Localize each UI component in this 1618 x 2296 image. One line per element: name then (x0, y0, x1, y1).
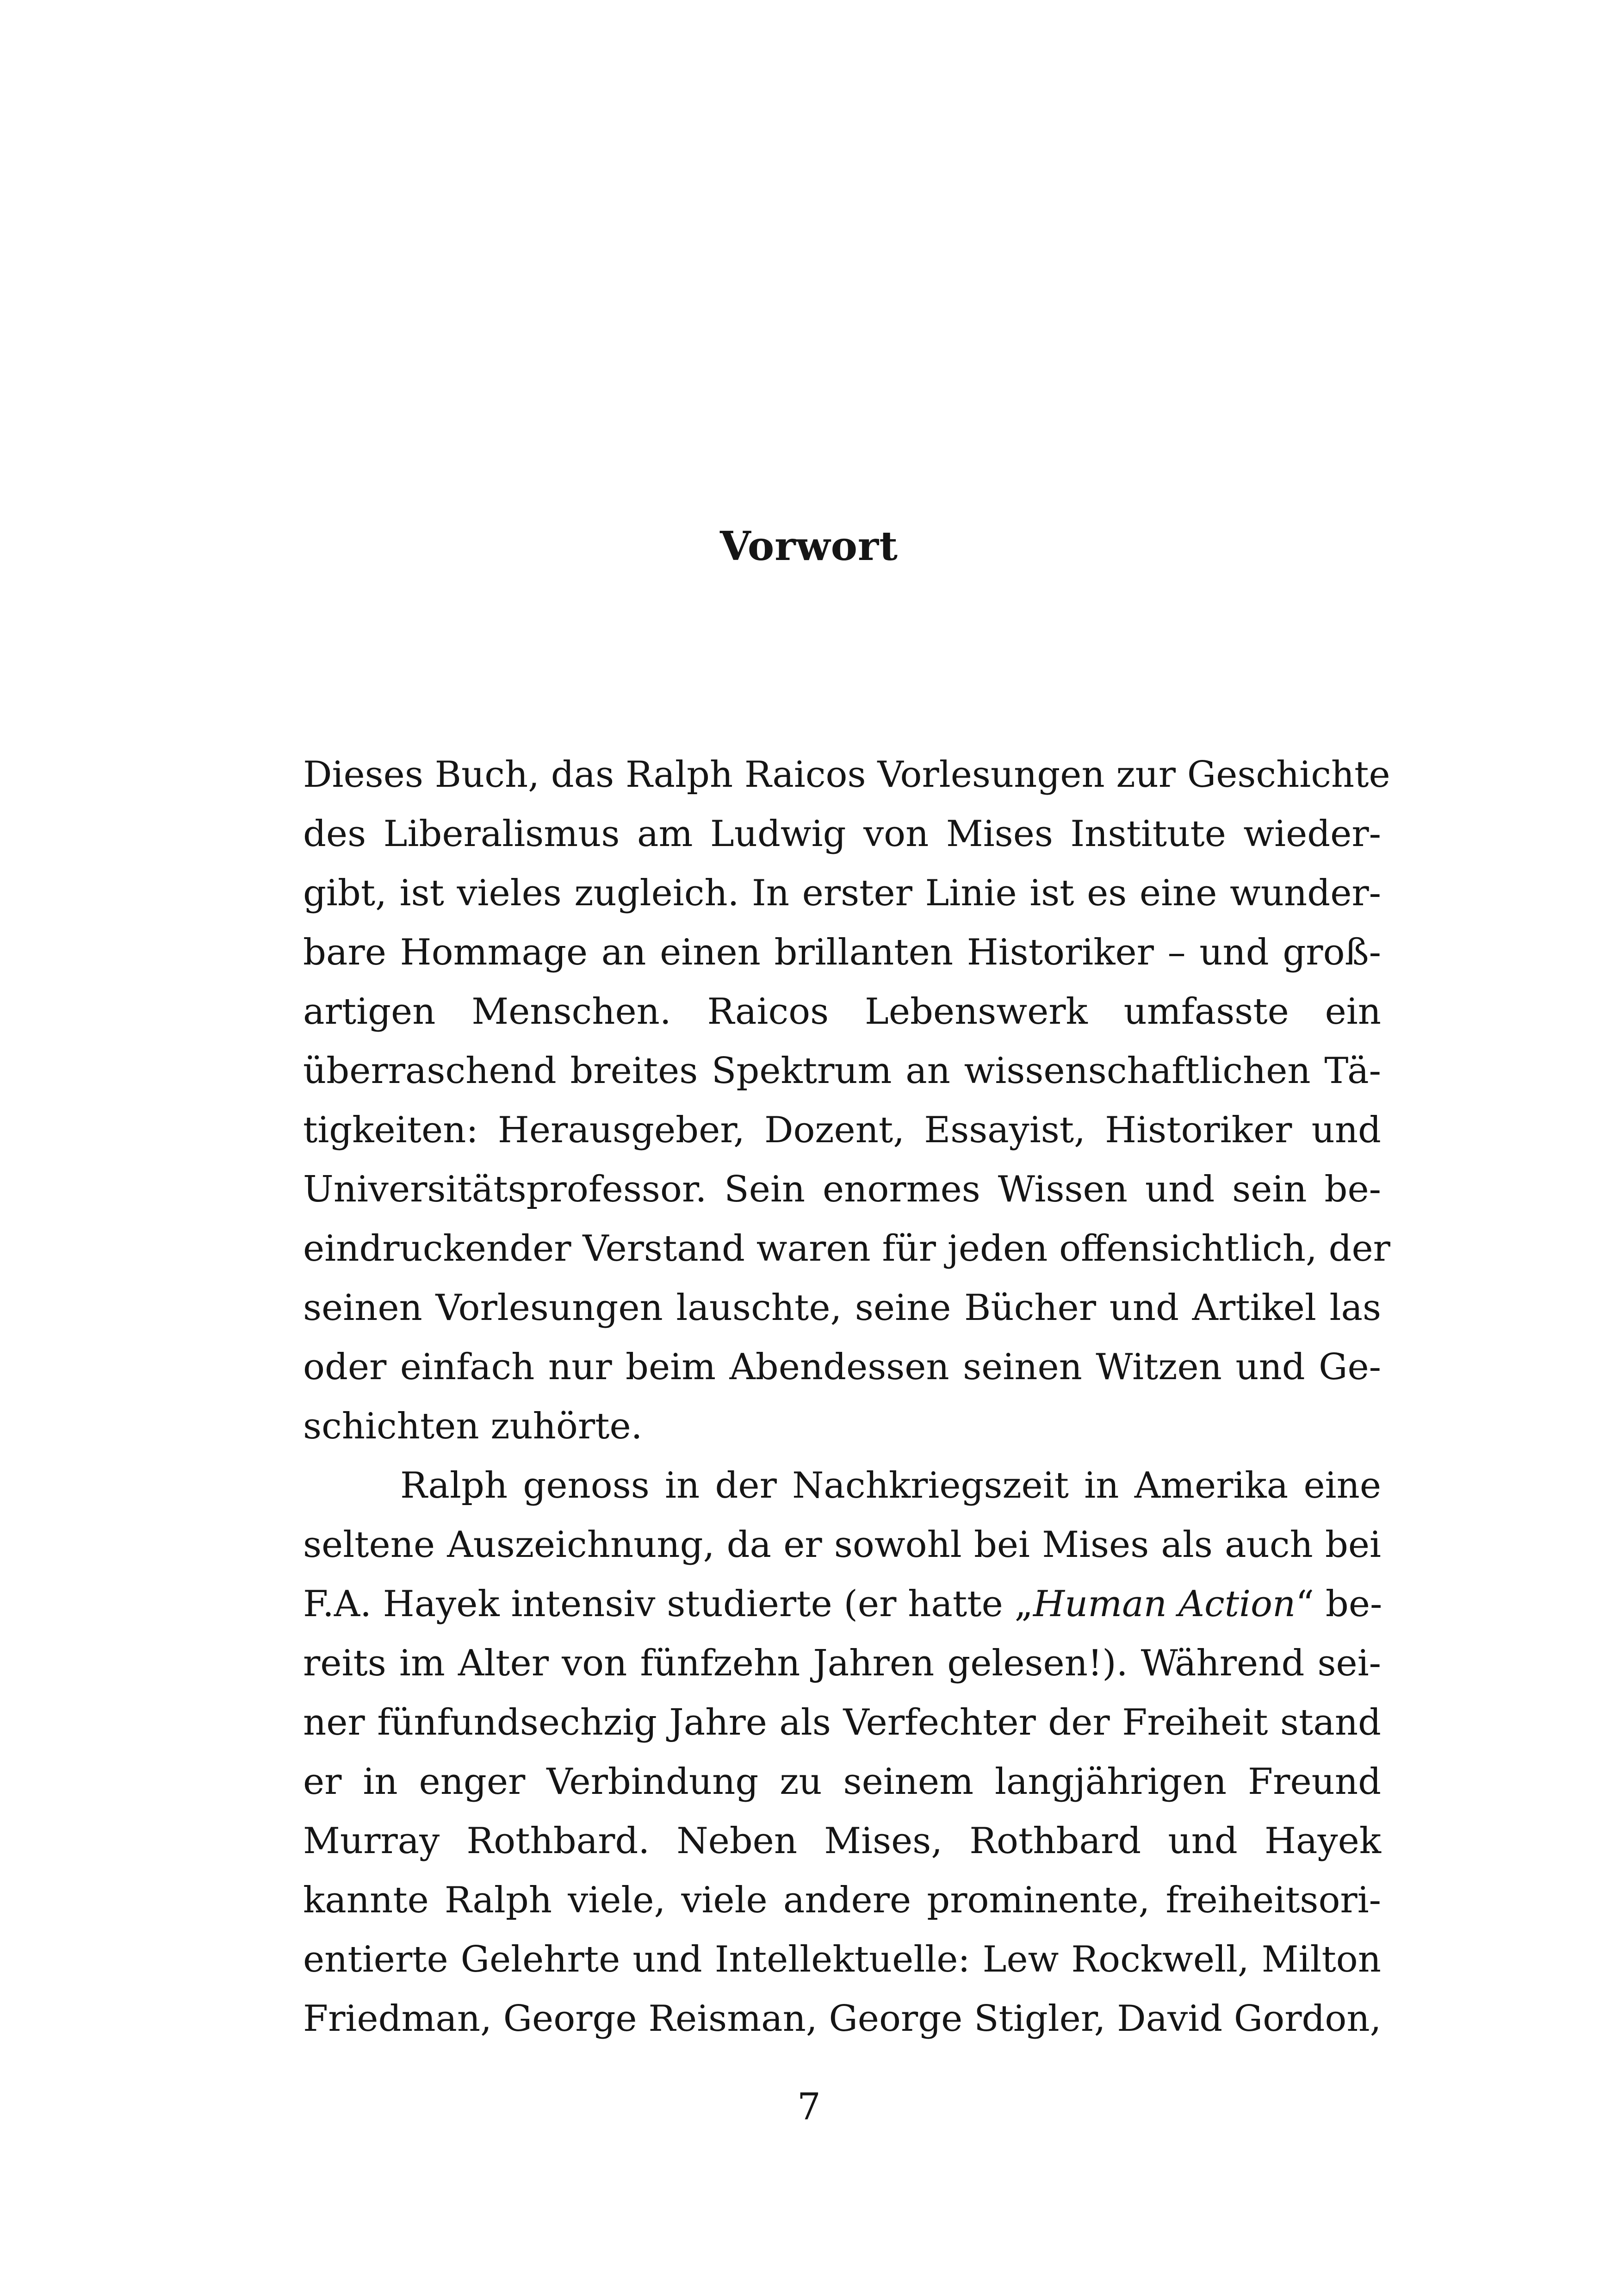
text-segment: überraschend breites Spektrum an wissenschaftlichen Tä- (303, 1050, 1381, 1092)
text-segment: Friedman, George Reisman, George Stigler, David Gordon, (303, 1998, 1382, 2040)
text-line (303, 1101, 1381, 1160)
chapter-heading: Vorwort (720, 523, 898, 570)
text-line (303, 1693, 1381, 1752)
text-segment: Murray Rothbard. Neben Mises, Rothbard und Hayek (303, 1820, 1381, 1862)
text-segment: “ be- (1296, 1583, 1382, 1625)
text-segment: Universitätsprofessor. Sein enormes Wissen und sein be- (303, 1169, 1381, 1210)
text-line (303, 1989, 1381, 2048)
text-segment: entierte Gelehrte und Intellektuelle: Lew Rockwell, Milton (303, 1939, 1381, 1980)
text-line (303, 982, 1381, 1041)
text-line (303, 1041, 1381, 1101)
text-line (303, 1634, 1381, 1693)
text-segment: oder einfach nur beim Abendessen seinen Witzen und Ge- (303, 1346, 1381, 1388)
italic-title: Human Action (1033, 1583, 1296, 1625)
text-segment: eindruckender Verstand waren für jeden offensichtlich, der (303, 1228, 1390, 1269)
text-line (303, 1338, 1381, 1397)
text-segment: F.A. Hayek intensiv studierte (er hatte „ (303, 1583, 1033, 1625)
text-line (303, 1397, 1381, 1456)
text-segment: Dieses Buch, das Ralph Raicos Vorlesungen zur Geschichte (303, 754, 1390, 796)
page-number: 7 (797, 2085, 821, 2128)
text-segment: gibt, ist vieles zugleich. In erster Linie ist es eine wunder- (303, 872, 1381, 914)
text-segment: er in enger Verbindung zu seinem langjährigen Freund (303, 1761, 1381, 1803)
text-line (303, 1278, 1381, 1338)
text-line (303, 1752, 1381, 1811)
text-segment: kannte Ralph viele, viele andere prominente, freiheitsori- (303, 1879, 1381, 1921)
text-segment: seinen Vorlesungen lauschte, seine Bücher und Artikel las (303, 1287, 1381, 1329)
text-line (303, 1871, 1381, 1930)
text-line (303, 1219, 1390, 1278)
text-line (303, 1160, 1381, 1219)
text-line (303, 804, 1381, 864)
text-line (303, 1515, 1381, 1574)
text-line (303, 1574, 1381, 1634)
text-segment: ner fünfundsechzig Jahre als Verfechter der Freiheit stand (303, 1702, 1381, 1743)
text-segment: bare Hommage an einen brillanten Historiker – und groß- (303, 932, 1381, 973)
text-segment: tigkeiten: Herausgeber, Dozent, Essayist, Historiker und (303, 1109, 1381, 1151)
text-segment: Ralph genoss in der Nachkriegszeit in Amerika eine (400, 1465, 1381, 1506)
body-text (303, 745, 1390, 2048)
text-line (303, 1456, 1381, 1515)
text-line (303, 923, 1381, 982)
text-line (303, 864, 1381, 923)
text-line (303, 745, 1390, 804)
text-segment: reits im Alter von fünfzehn Jahren gelesen!). Während sei- (303, 1643, 1381, 1684)
text-segment: artigen Menschen. Raicos Lebenswerk umfasste ein (303, 991, 1381, 1033)
text-segment: des Liberalismus am Ludwig von Mises Institute wieder- (303, 813, 1381, 855)
text-segment: seltene Auszeichnung, da er sowohl bei Mises als auch bei (303, 1524, 1381, 1566)
text-line (303, 1930, 1381, 1989)
text-segment: schichten zuhörte. (303, 1406, 643, 1447)
text-line (303, 1811, 1381, 1871)
